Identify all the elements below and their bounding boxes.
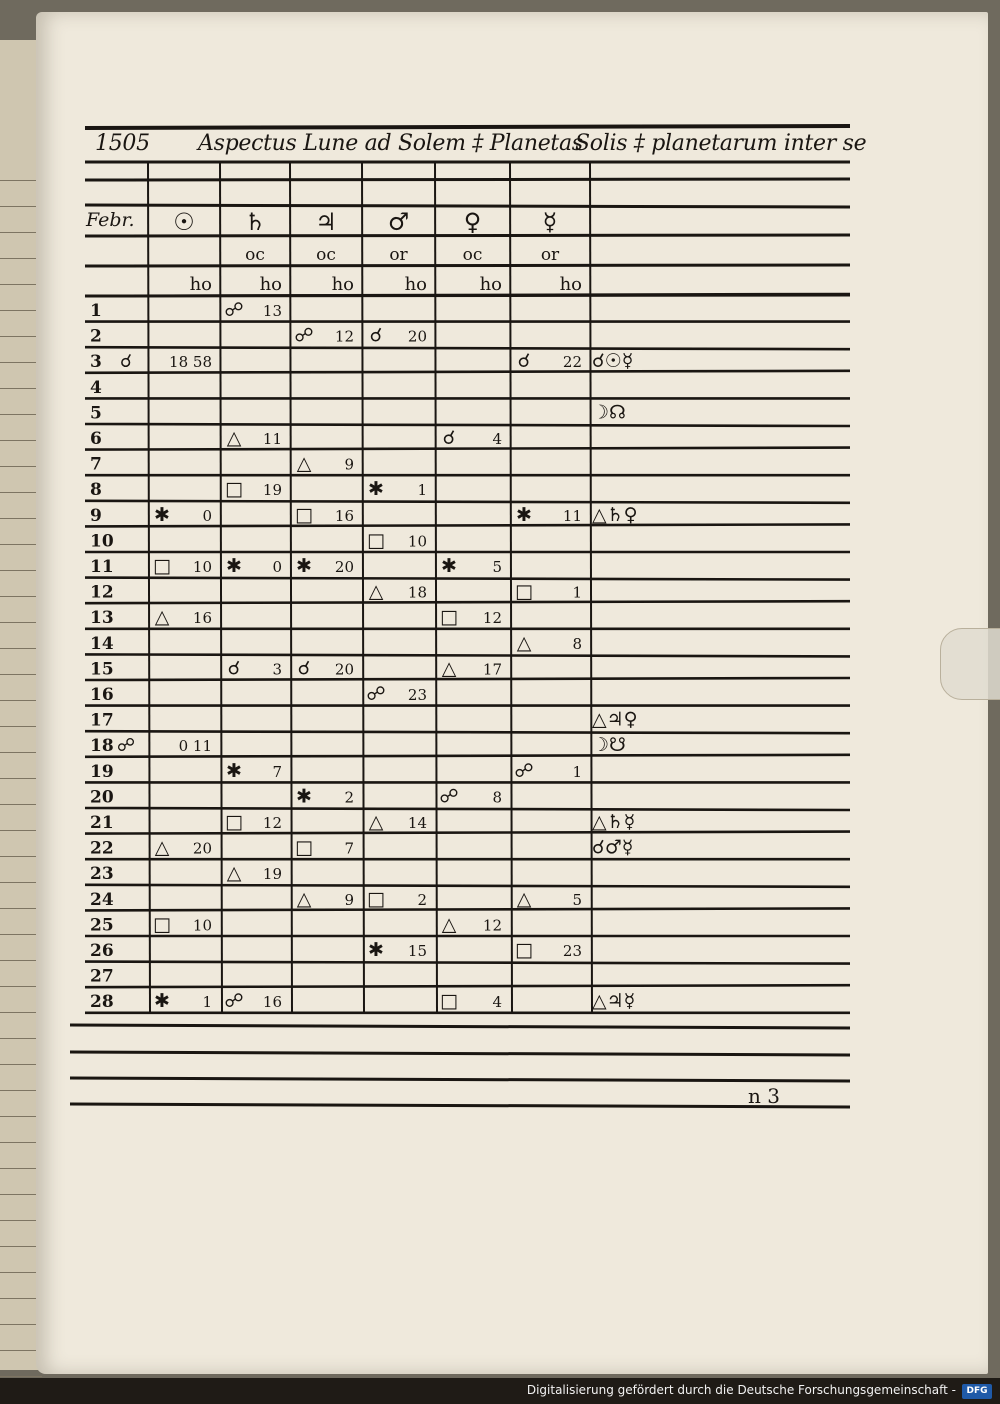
aspect-hour-value: 8 [572, 634, 582, 653]
hour-unit-header: ho [479, 274, 502, 295]
day-number: 9 [90, 505, 102, 526]
planet-subheader: or [389, 245, 408, 265]
header-title-right: Solis ‡ planetarum inter se [575, 131, 867, 156]
mutual-aspect-glyphs: △♄♀ [592, 503, 638, 526]
aspect-symbol: □ [153, 555, 171, 577]
aspect-hour-value: 12 [334, 327, 354, 346]
table-row-rule [85, 962, 850, 964]
day-number: 23 [90, 864, 114, 885]
aspect-hour-value: 20 [334, 558, 354, 576]
aspect-symbol: □ [515, 939, 533, 961]
aspect-symbol: △ [516, 887, 532, 910]
month-label: Febr. [86, 209, 135, 231]
aspect-hour-value: 2 [344, 788, 354, 807]
day-number: 27 [90, 966, 114, 987]
aspect-hour-value: 20 [407, 327, 427, 346]
aspect-symbol: ☌ [119, 351, 133, 373]
aspect-hour-value: 17 [482, 660, 502, 679]
mutual-aspect-glyphs: ☽☋ [592, 734, 626, 757]
aspect-hour-value: 4 [492, 993, 502, 1012]
aspect-hour-value: 8 [492, 788, 502, 807]
hour-unit-header: ho [404, 274, 427, 295]
aspect-symbol: □ [225, 811, 243, 833]
table-rule [70, 1078, 850, 1081]
table-rule [85, 179, 850, 180]
day-number: 11 [90, 557, 114, 577]
aspect-symbol: □ [225, 478, 243, 501]
hour-unit-header: ho [559, 274, 582, 295]
table-rule [70, 1025, 850, 1028]
aspect-hour-value: 0 11 [178, 737, 212, 756]
aspect-symbol: ✱ [368, 939, 384, 961]
aspect-hour-value: 20 [334, 660, 354, 679]
hour-unit-header: ho [189, 274, 212, 295]
table-rule [70, 1052, 850, 1055]
table-row-rule [85, 832, 850, 834]
aspect-symbol: ☍ [294, 324, 314, 347]
aspect-symbol: ✱ [154, 990, 170, 1013]
aspect-hour-value: 20 [192, 839, 212, 858]
hour-unit-header: ho [331, 274, 354, 295]
aspect-symbol: ☍ [514, 759, 534, 782]
table-rule [85, 205, 850, 207]
day-number: 17 [90, 710, 114, 731]
aspect-hour-value: 5 [572, 890, 582, 909]
aspect-hour-value: 19 [262, 865, 282, 884]
aspect-hour-value: 23 [562, 942, 582, 960]
aspect-symbol: ☍ [116, 735, 136, 757]
table-row-rule [85, 885, 850, 887]
planet-header-glyph: ☉ [173, 208, 195, 236]
table-top-rule [85, 126, 850, 128]
aspect-symbol: ☌ [442, 427, 456, 449]
day-number: 28 [90, 992, 114, 1013]
aspect-hour-value: 18 [407, 583, 427, 602]
signature-mark: n 3 [748, 1084, 780, 1108]
planet-header-glyph: ♂ [387, 208, 410, 236]
aspect-hour-value: 1 [202, 993, 212, 1012]
day-number: 2 [90, 326, 102, 347]
day-number: 8 [90, 480, 102, 501]
day-number: 20 [90, 787, 114, 808]
aspect-symbol: △ [226, 862, 242, 885]
aspect-symbol: □ [515, 580, 533, 603]
aspect-hour-value: 11 [262, 430, 282, 448]
aspect-hour-value: 1 [572, 583, 582, 602]
mutual-aspect-glyphs: △♃♀ [592, 708, 638, 731]
aspect-symbol: □ [295, 503, 313, 526]
aspect-hour-value: 4 [492, 430, 502, 448]
planet-subheader: or [540, 245, 560, 265]
table-row-rule [85, 524, 850, 526]
mutual-aspect-glyphs: ☌♂☿ [592, 836, 634, 859]
header-title-left: Aspectus Lune ad Solem ‡ Planetas [198, 131, 583, 156]
aspect-symbol: ☌ [227, 657, 241, 680]
planet-header-glyph: ♃ [315, 208, 337, 236]
aspect-symbol: ☍ [366, 683, 386, 705]
aspect-hour-value: 19 [262, 481, 282, 500]
day-number: 26 [90, 941, 114, 961]
table-row-rule [85, 808, 850, 810]
aspect-hour-value: 22 [562, 353, 582, 372]
table-row-rule [85, 908, 850, 910]
aspect-symbol: ☌ [517, 350, 531, 373]
aspect-symbol: ✱ [154, 503, 170, 526]
aspect-symbol: △ [368, 580, 384, 603]
aspect-hour-value: 1 [417, 481, 427, 500]
table-row-rule [85, 501, 850, 503]
aspect-hour-value: 5 [492, 558, 502, 576]
aspect-symbol: △ [441, 913, 457, 936]
aspect-symbol: ✱ [226, 759, 242, 782]
day-number: 13 [90, 608, 114, 629]
table-row-rule [85, 654, 850, 656]
aspect-symbol: □ [440, 606, 458, 629]
aspect-symbol: ✱ [516, 503, 532, 526]
aspect-hour-value: 12 [482, 916, 502, 935]
day-number: 14 [90, 633, 114, 654]
planet-subheader: oc [316, 245, 336, 265]
day-number: 19 [90, 761, 114, 782]
day-number: 10 [90, 531, 114, 552]
aspect-symbol: □ [295, 836, 313, 859]
day-number: 21 [90, 813, 114, 833]
aspect-hour-value: 16 [262, 993, 282, 1012]
aspect-symbol: □ [367, 529, 385, 552]
aspect-symbol: ☍ [224, 299, 244, 321]
day-number: 15 [90, 659, 114, 680]
aspect-symbol: ☍ [224, 990, 244, 1013]
table-row-rule [85, 731, 850, 733]
footer-credit: Digitalisierung gefördert durch die Deutsche Forschungsgemeinschaft - [526, 1383, 956, 1397]
aspect-symbol: △ [154, 836, 170, 859]
mutual-aspect-glyphs: ☽☊ [592, 401, 626, 424]
aspect-hour-value: 10 [192, 916, 212, 935]
day-number: 5 [90, 403, 102, 424]
planet-subheader: oc [245, 245, 265, 265]
aspect-symbol: ✱ [226, 555, 242, 577]
aspect-hour-value: 1 [572, 762, 582, 781]
aspect-symbol: △ [296, 887, 312, 910]
hour-unit-header: ho [259, 274, 282, 295]
table-rule [85, 265, 850, 266]
aspect-symbol: ☌ [297, 657, 311, 680]
aspect-symbol: ✱ [296, 785, 312, 808]
day-number: 18 [90, 736, 114, 757]
aspect-hour-value: 10 [407, 532, 427, 551]
aspect-hour-value: 15 [407, 942, 427, 960]
day-number: 25 [90, 915, 114, 936]
aspect-symbol: △ [226, 427, 242, 449]
table-row-rule [85, 678, 850, 680]
planet-subheader: oc [462, 245, 483, 265]
table-rule [70, 1104, 850, 1107]
aspect-hour-value: 23 [407, 686, 427, 704]
aspect-symbol: ✱ [296, 555, 312, 577]
day-number: 4 [90, 377, 102, 398]
planet-header-glyph: ♄ [244, 208, 266, 236]
day-number: 7 [90, 454, 102, 475]
aspect-symbol: △ [296, 452, 312, 475]
day-number: 16 [90, 685, 114, 705]
aspect-symbol: □ [153, 913, 171, 936]
mutual-aspect-glyphs: △♃☿ [592, 990, 636, 1013]
aspect-hour-value: 0 [272, 558, 282, 576]
footer-bar [0, 1378, 1000, 1404]
aspect-symbol: □ [440, 990, 458, 1013]
aspect-hour-value: 11 [562, 506, 582, 525]
table-row-rule [85, 347, 850, 349]
mutual-aspect-glyphs: ☌☉☿ [592, 350, 634, 373]
day-number: 1 [90, 301, 102, 321]
table-row-rule [85, 448, 850, 450]
day-number: 22 [90, 838, 114, 859]
table-row-rule [85, 601, 850, 603]
aspect-hour-value: 9 [344, 890, 354, 909]
table-row-rule [85, 985, 850, 987]
day-number: 6 [90, 429, 102, 449]
mutual-aspect-glyphs: △♄☿ [592, 811, 636, 833]
aspect-hour-value: 7 [272, 762, 282, 781]
table-row-rule [85, 424, 850, 426]
day-number: 24 [90, 889, 114, 910]
aspect-hour-value: 18 58 [169, 353, 212, 372]
aspect-symbol: △ [154, 606, 170, 629]
aspect-hour-value: 7 [344, 839, 354, 858]
aspect-hour-value: 9 [344, 455, 354, 474]
aspect-hour-value: 0 [202, 506, 212, 525]
day-number: 3 [90, 352, 102, 373]
dfg-logo: DFG [962, 1384, 992, 1399]
aspect-hour-value: 3 [272, 660, 282, 679]
aspect-hour-value: 16 [192, 609, 212, 628]
table-row-rule [85, 578, 850, 580]
aspect-hour-value: 12 [262, 814, 282, 832]
day-number: 12 [90, 582, 114, 603]
aspect-hour-value: 12 [482, 609, 502, 628]
aspect-hour-value: 13 [262, 302, 282, 320]
aspect-symbol: ☌ [369, 324, 383, 347]
aspect-symbol: △ [516, 631, 532, 654]
aspect-hour-value: 2 [417, 890, 427, 909]
aspect-symbol: △ [441, 657, 457, 680]
aspect-hour-value: 16 [334, 506, 354, 525]
aspect-symbol: ✱ [368, 478, 384, 501]
aspect-hour-value: 10 [192, 558, 212, 576]
aspect-symbol: □ [367, 887, 385, 910]
aspect-symbol: ✱ [441, 555, 457, 577]
planet-header-glyph: ☿ [542, 208, 558, 236]
planet-header-glyph: ♀ [463, 208, 482, 236]
aspect-hour-value: 14 [407, 814, 427, 832]
aspect-symbol: ☍ [439, 785, 459, 808]
header-year: 1505 [95, 131, 150, 156]
aspect-symbol: △ [368, 811, 384, 833]
